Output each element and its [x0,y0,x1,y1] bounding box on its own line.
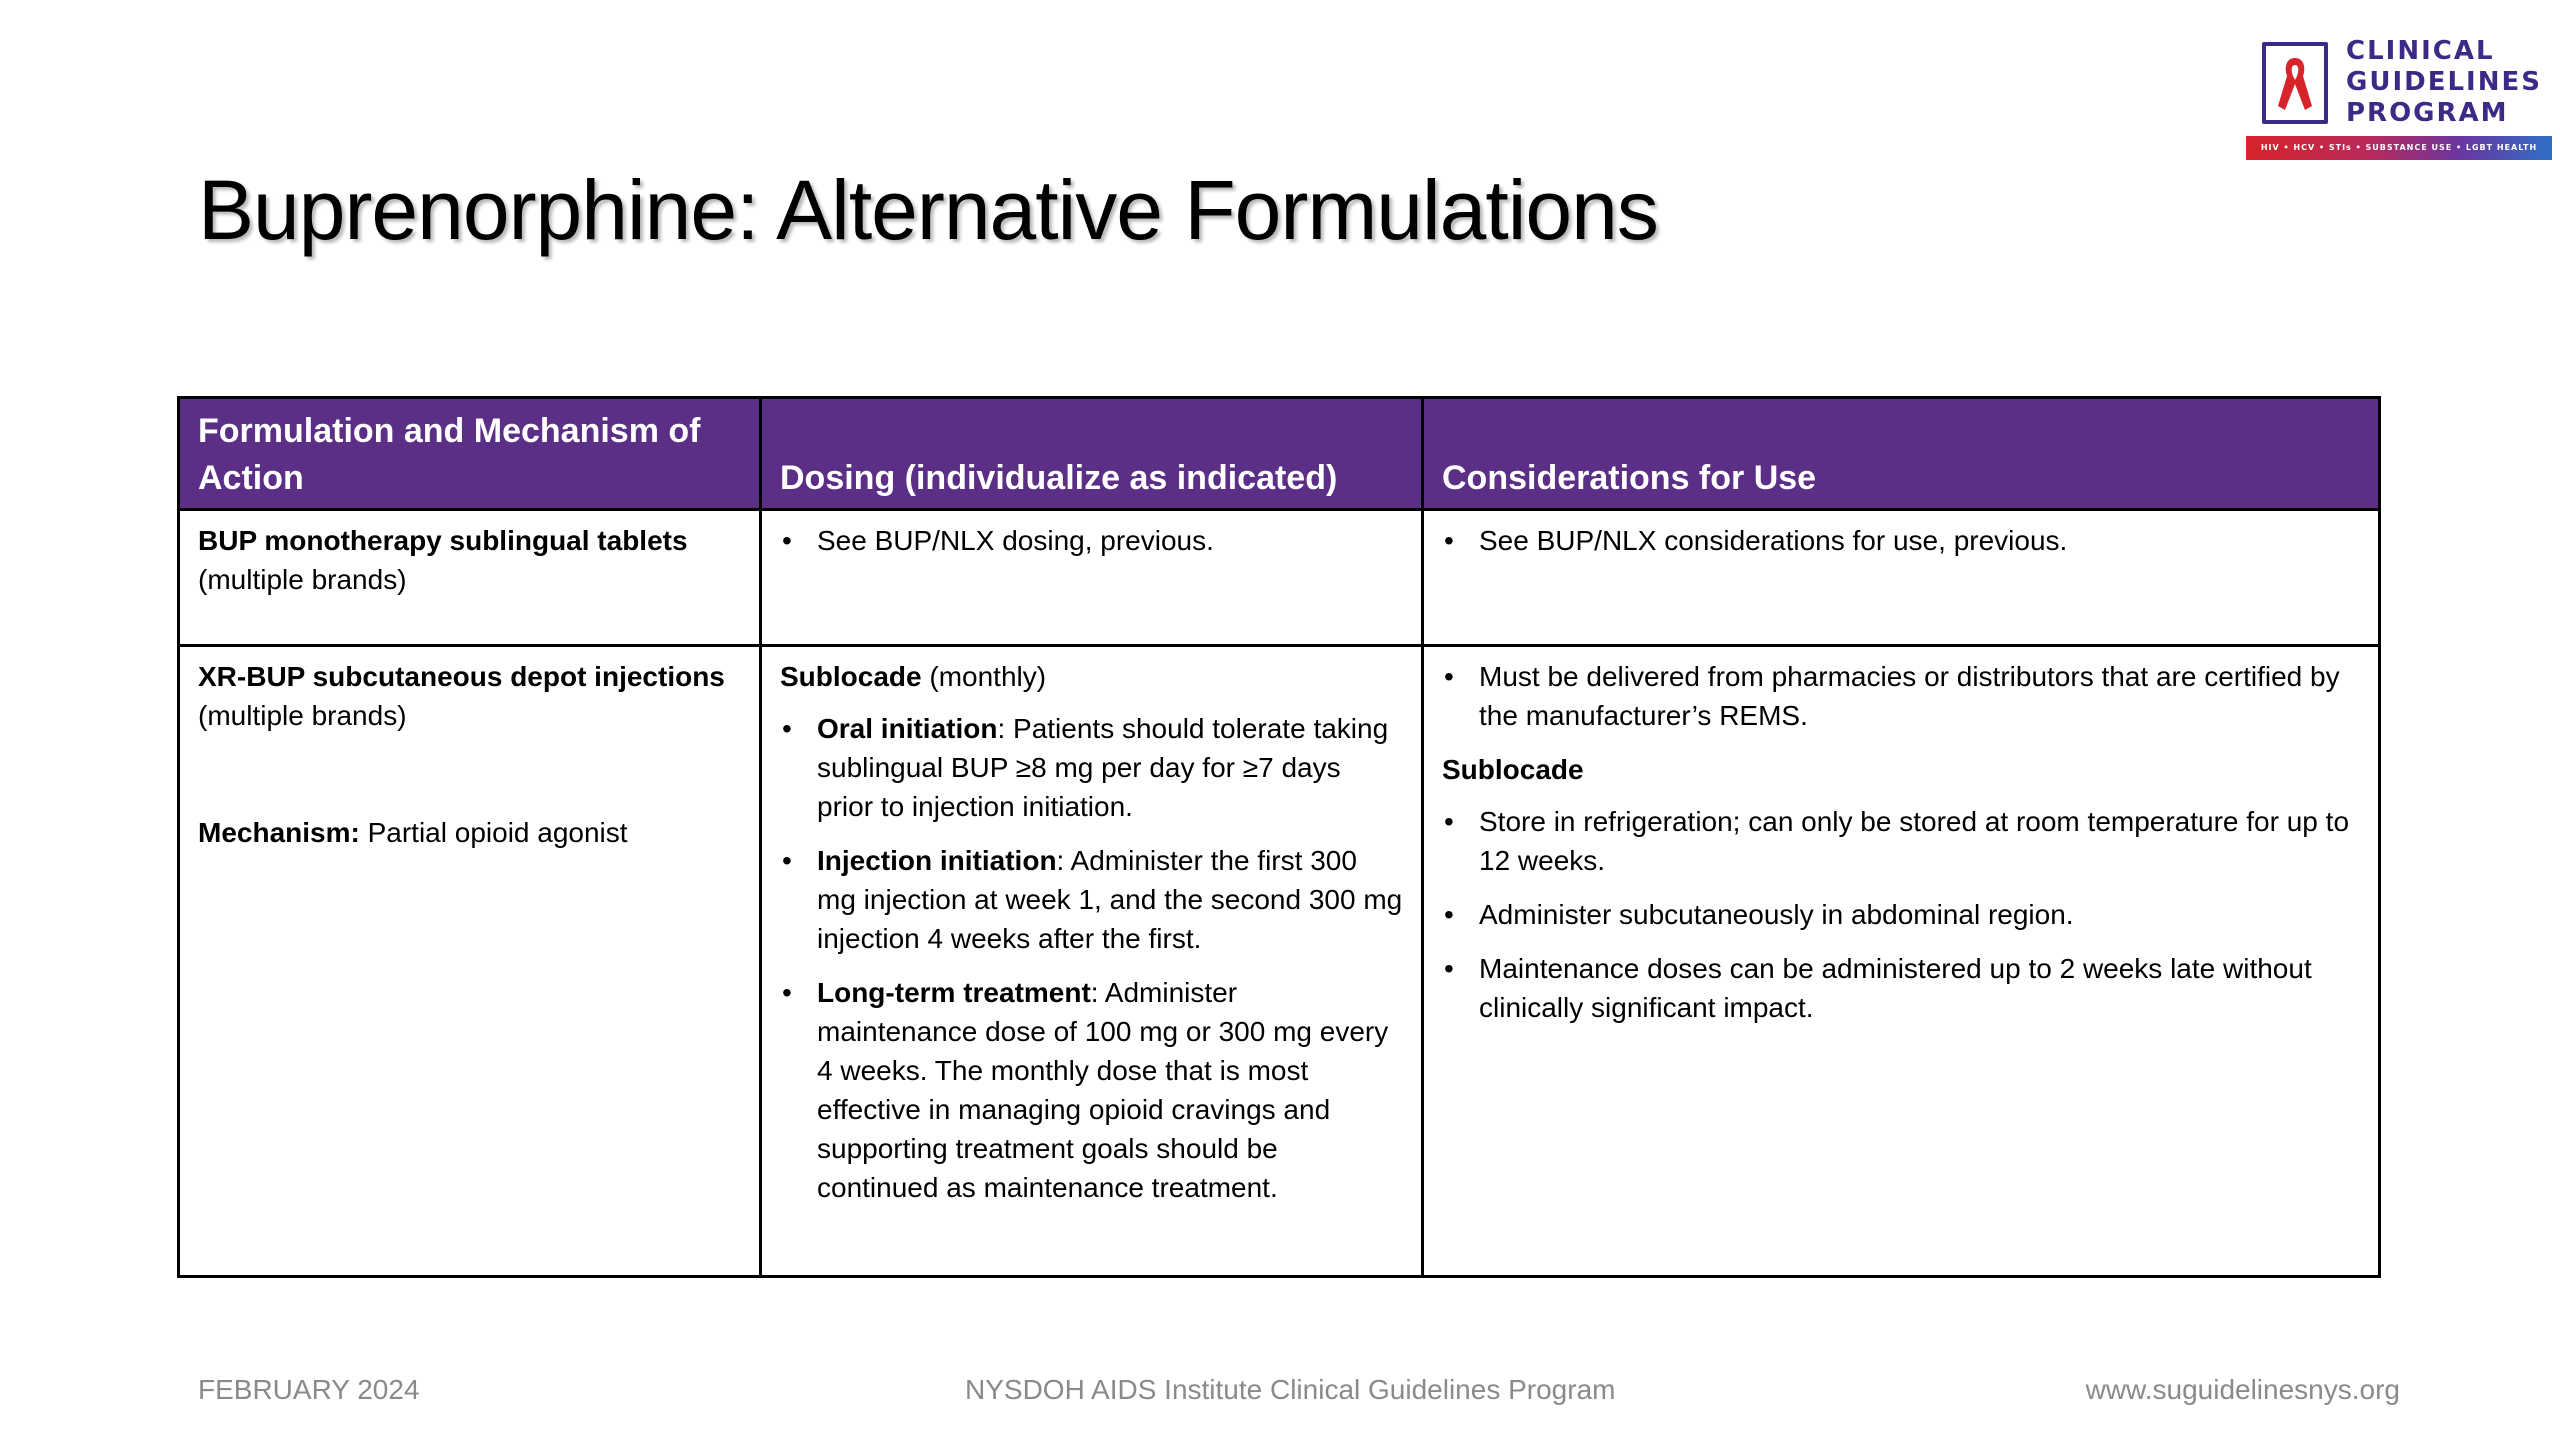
considerations-item: • Maintenance doses can be administered up to 2 weeks late without clinically significant impact. [1442,949,2360,1027]
logo-wordmark [2346,36,2542,129]
mechanism-text: Partial opioid agonist [359,817,628,848]
row2-formulation-note: (multiple brands) [198,700,407,731]
row1-formulation-note: (multiple brands) [198,564,407,595]
dosing-product-note: (monthly) [921,661,1047,692]
mechanism-label: Mechanism: [198,817,360,848]
logo-emblem [2262,42,2328,124]
row1-formulation-name: BUP monotherapy sublingual tablets [198,525,688,556]
logo-line-3: PROGRAM [2346,98,2509,128]
row1-dosing-item: • See BUP/NLX dosing, previous. [780,521,1403,560]
considerations-subheading: Sublocade [1442,754,1584,785]
row2-dosing-cell [761,646,1423,1277]
dosing-item-text: : Patients should tolerate taking sublingual BUP ≥8 mg per day for ≥7 days prior to injection initiation. [817,713,1389,822]
footer-url: www.suguidelinesnys.org [2085,1374,2400,1405]
clinical-guidelines-logo [2246,34,2556,162]
dosing-item-label: Injection initiation [817,845,1057,876]
considerations-item: • Store in refrigeration; can only be stored at room temperature for up to 12 weeks. [1442,802,2360,880]
dosing-product-name: Sublocade [780,661,922,692]
header-considerations: Considerations for Use [1423,398,2380,510]
row1-formulation-cell [179,510,761,646]
table-row [179,646,2380,1277]
row1-considerations-item: • See BUP/NLX considerations for use, previous. [1442,521,2360,560]
row1-considerations-cell [1423,510,2380,646]
considerations-rems-item: • Must be delivered from pharmacies or distributors that are certified by the manufacturer’s REMS. [1442,657,2360,735]
formulations-table [177,396,2381,1278]
footer-program: NYSDOH AIDS Institute Clinical Guidelines Program [965,1374,1616,1405]
dosing-item-injection-initiation [780,841,1403,958]
slide-title: Buprenorphine: Alternative Formulations [198,163,1658,257]
row2-mechanism [198,813,741,852]
logo-tagline: HIV • HCV • STIs • SUBSTANCE USE • LGBT HEALTH [2246,136,2552,160]
header-formulation: Formulation and Mechanism of Action [179,398,761,510]
row2-formulation-name: XR-BUP subcutaneous depot injections [198,661,725,692]
footer-date: FEBRUARY 2024 [198,1374,420,1405]
row2-formulation-cell [179,646,761,1277]
dosing-item-oral-initiation [780,709,1403,826]
dosing-item-text: : Administer maintenance dose of 100 mg or 300 mg every 4 weeks. The monthly dose that is most effective in managing opioid cravings and supporting treatment goals should be continued as maintenance treatment. [817,977,1389,1203]
row2-considerations-cell [1423,646,2380,1277]
dosing-item-label: Oral initiation [817,713,998,744]
dosing-item-long-term-treatment [780,973,1403,1207]
header-dosing: Dosing (individualize as indicated) [761,398,1423,510]
row1-dosing-cell [761,510,1423,646]
table-header-row [179,398,2380,510]
logo-line-1: CLINICAL [2346,36,2495,66]
dosing-item-text: : Administer the first 300 mg injection at week 1, and the second 300 mg injection 4 weeks after the first. [817,845,1403,954]
logo-line-2: GUIDELINES [2346,67,2542,97]
table-row [179,510,2380,646]
dosing-item-label: Long-term treatment [817,977,1091,1008]
considerations-item: • Administer subcutaneously in abdominal region. [1442,895,2360,934]
